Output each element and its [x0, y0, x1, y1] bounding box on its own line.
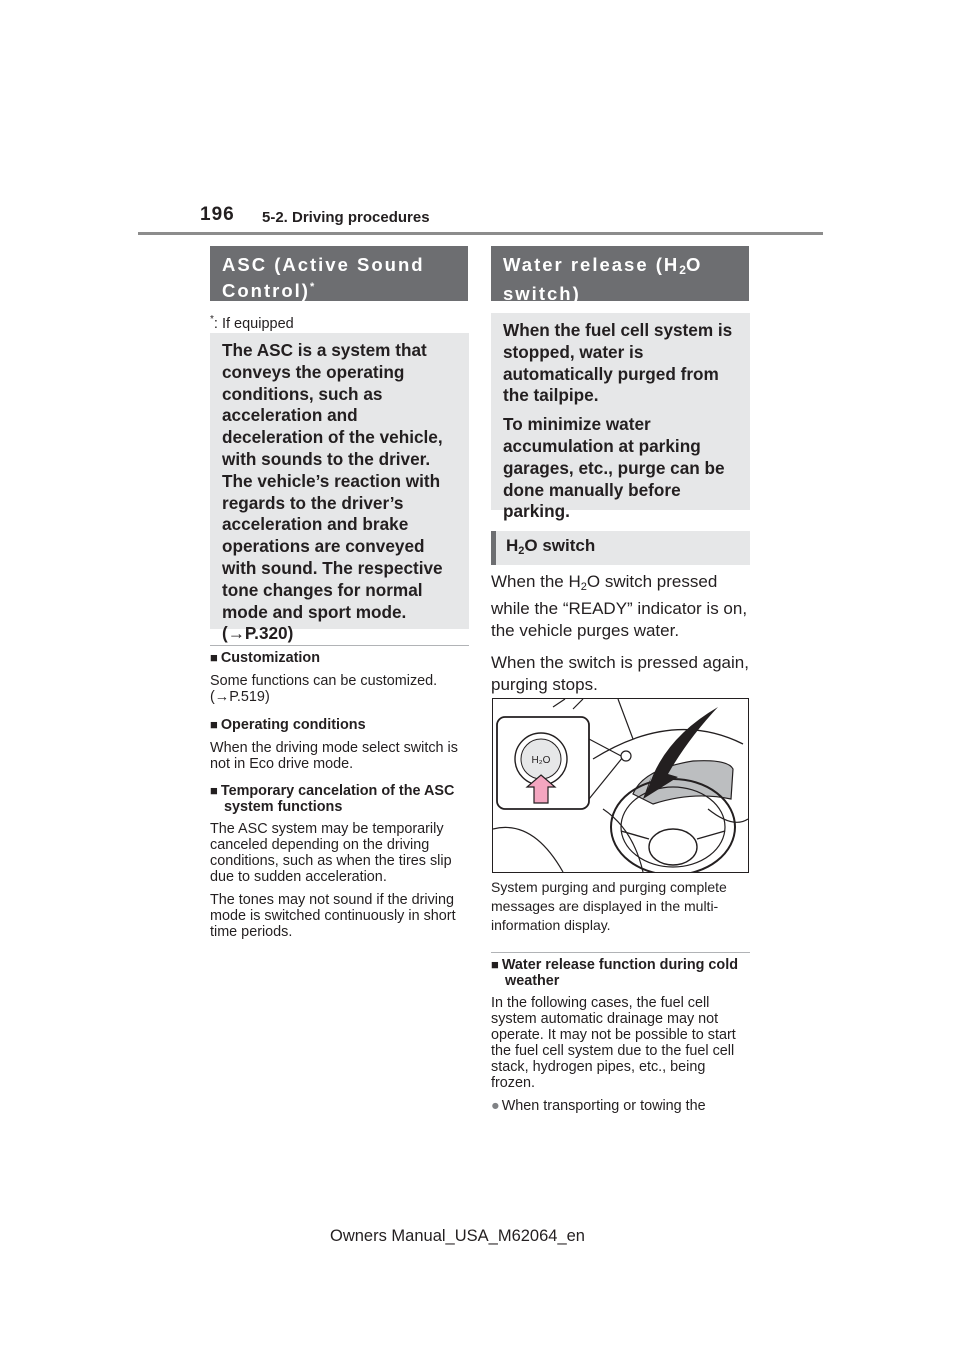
h2o-switch-figure	[492, 698, 749, 873]
header-rule	[138, 232, 823, 235]
asc-intro-box	[210, 333, 469, 644]
footer-manual-id: Owners Manual_USA_M62064_en	[330, 1227, 585, 1245]
cold-weather-title: ■ Water release function during cold weather	[491, 957, 739, 989]
section-title: 5-2. Driving procedures	[262, 209, 430, 226]
temporary-body-1: The ASC system may be temporarily canceled depending on the driving conditions, such as when the tires slip due to sudden acceleration.	[210, 821, 452, 885]
cold-weather-bullet: ● When transporting or towing the	[491, 1098, 706, 1114]
asc-notes	[210, 650, 472, 940]
h2o-switch-heading: $H_2O$ switch	[491, 531, 750, 565]
square-bullet-icon: ■	[491, 957, 499, 972]
figure-caption: System purging and purging complete messages are displayed in the multi-information display.	[491, 879, 727, 933]
customization-body: Some functions can be customized. (→P.519)	[210, 673, 438, 705]
ref-arrow-icon: →	[227, 623, 245, 644]
h2o-body-2: When the switch is pressed again, purging stops.	[491, 653, 749, 694]
circle-bullet-icon: ●	[491, 1098, 500, 1114]
temporary-title: ■ Temporary cancelation of the ASC system functions	[210, 783, 455, 815]
water-intro-2: To minimize water accumulation at parking garages, etc., purge can be done manually before parking.	[503, 414, 725, 522]
h2o-body	[491, 571, 753, 696]
cold-weather-notes	[491, 957, 753, 1114]
footnote-text: : If equipped	[213, 315, 294, 332]
square-bullet-icon: ■	[210, 650, 218, 665]
cold-weather-body: In the following cases, the fuel cell system automatic drainage may not operate. It may not be possible to start the fuel cell system due to the fuel cell stack, hydrogen pipes, etc., being frozen.	[491, 995, 736, 1091]
operating-body: When the driving mode select switch is not in Eco drive mode.	[210, 740, 458, 772]
square-bullet-icon: ■	[210, 783, 218, 798]
customization-ref[interactable]: P.519	[229, 689, 265, 705]
operating-title: ■ Operating conditions	[210, 717, 366, 733]
dashboard-illustration	[493, 699, 748, 872]
customization-title: ■ Customization	[210, 650, 320, 666]
h2o-switch-label: H₂O	[531, 755, 551, 766]
asc-banner	[210, 246, 468, 301]
water-release-banner: Water release ($H_2O$ switch)	[491, 246, 749, 301]
asc-intro-ref[interactable]: P.320	[244, 623, 288, 644]
divider	[210, 645, 469, 646]
water-intro-box	[491, 313, 750, 522]
ref-arrow-icon: →	[214, 689, 230, 705]
page-number: 196	[200, 204, 235, 225]
asc-banner-mark: *	[309, 281, 315, 293]
asc-banner-text: ASC (Active Sound Control)	[222, 254, 425, 302]
footnote-mark: *	[210, 314, 214, 325]
h2o-body-1: When the $H_2O$ switch pressed while the “READY” indicator is on, the vehicle purges water.	[491, 572, 748, 640]
square-bullet-icon: ■	[210, 717, 218, 732]
divider	[491, 952, 750, 953]
water-intro-1: When the fuel cell system is stopped, water is automatically purged from the tailpipe.	[503, 320, 733, 406]
footnote	[210, 314, 294, 332]
temporary-body-2: The tones may not sound if the driving mode is switched continuously in short time periods.	[210, 892, 456, 940]
asc-intro-text: The ASC is a system that conveys the operating conditions, such as acceleration and deceleration of the vehicle, with sounds to the driver. The vehicle’s reaction with regards to the driver’s acceleration and brake operations are conveyed with sound. The respective tone changes for normal mode and sport mode. (→P.320)	[222, 340, 443, 644]
